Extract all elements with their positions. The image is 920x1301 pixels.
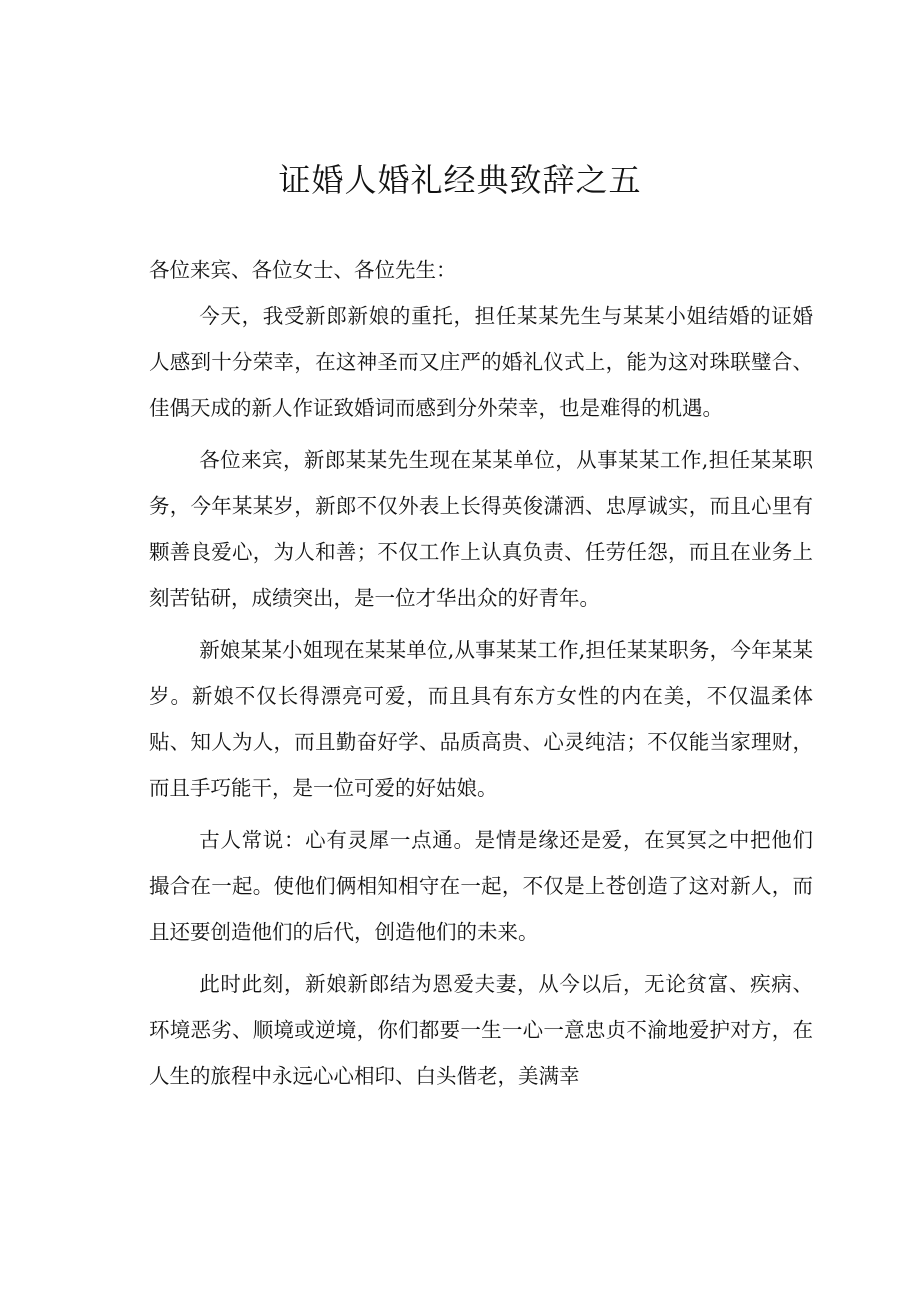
paragraph-vows: 此时此刻，新娘新郎结为恩爱夫妻，从今以后，无论贫富、疾病、环境恶劣、顺境或逆境，你们都要一生一心一意忠贞不渝地爱护对方，在人生的旅程中永远心心相印、白头偕老，美满幸 <box>149 972 813 1088</box>
salutation: 各位来宾、各位女士、各位先生： <box>149 258 457 282</box>
document-body <box>149 247 813 1105</box>
paragraph-groom: 各位来宾，新郎某某先生现在某某单位，从事某某工作,担任某某职务，今年某某岁，新郎不仅外表上长得英俊潇洒、忠厚诚实，而且心里有颗善良爱心，为人和善；不仅工作上认真负责、任劳任怨，而且在业务上刻苦钻研，成绩突出，是一位才华出众的好青年。 <box>149 448 813 610</box>
paragraph-intro: 今天，我受新郎新娘的重托，担任某某先生与某某小姐结婚的证婚人感到十分荣幸，在这神圣而又庄严的婚礼仪式上，能为这对珠联璧合、佳偶天成的新人作证致婚词而感到分外荣幸，也是难得的机遇。 <box>149 304 813 420</box>
paragraph-fate: 古人常说：心有灵犀一点通。是情是缘还是爱，在冥冥之中把他们撮合在一起。使他们俩相知相守在一起，不仅是上苍创造了这对新人，而且还要创造他们的后代，创造他们的未来。 <box>149 828 813 944</box>
document-title: 证婚人婚礼经典致辞之五 <box>278 161 642 199</box>
paragraph-bride: 新娘某某小姐现在某某单位,从事某某工作,担任某某职务，今年某某岁。新娘不仅长得漂亮可爱，而且具有东方女性的内在美，不仅温柔体贴、知人为人，而且勤奋好学、品质高贵、心灵纯洁；不仅能当家理财，而且手巧能干，是一位可爱的好姑娘。 <box>149 638 813 800</box>
